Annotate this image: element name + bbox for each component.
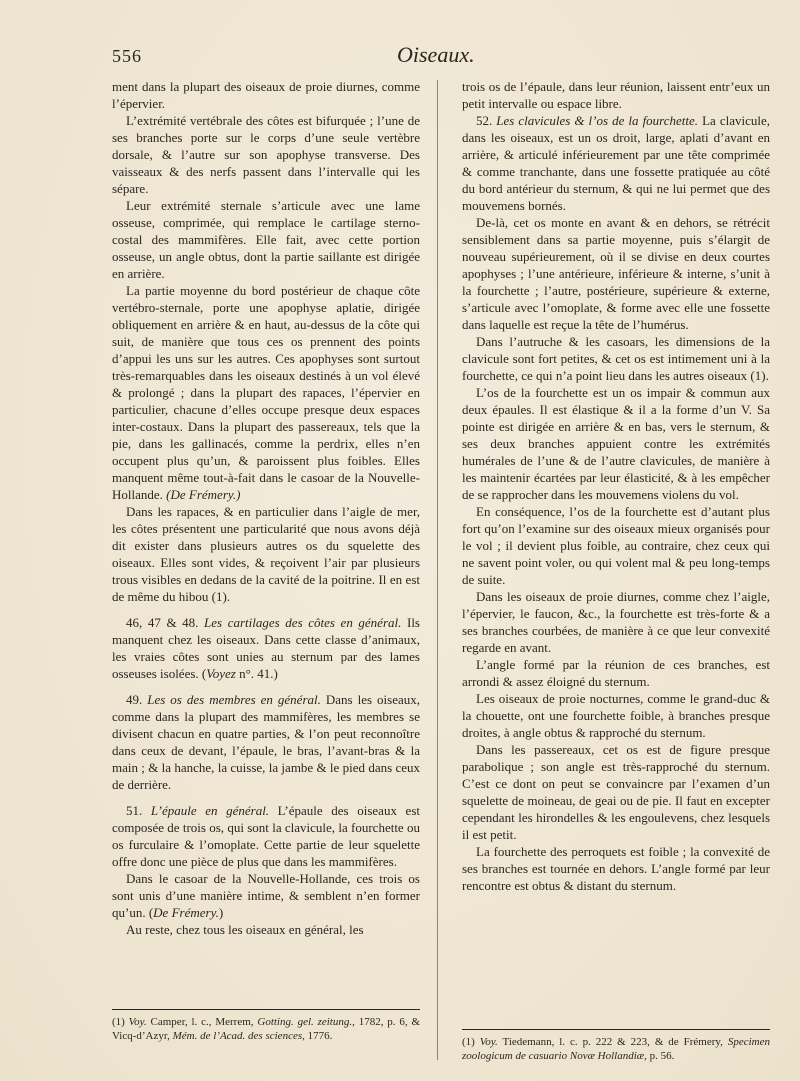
paragraph-text: L’épaule des oiseaux est composée de trois os, qui sont la clavicule, la fourchette ou os furculaire & l’omoplate. Cette partie de leur squelette offre donc une pièce de plus que dans les mammifères. — [112, 803, 420, 869]
paragraph-text: Dans les oiseaux de proie diurnes, comme chez l’aigle, l’épervier, le faucon, &c., la fourchette est très-forte & a ses branches courbées, de manière à ce que leur convexité regarde en avant. — [462, 589, 770, 655]
paragraph-text: L’extrémité vertébrale des côtes est bifurquée ; l’une de ses branches porte sur le corps d’une seule vertèbre dorsale, & l’autre sur son apophyse transverse. Des vaisseaux & des nerfs passent dans l’intervalle qui les sépare. — [112, 113, 420, 196]
section-heading: Les clavicules & l’os de la fourchette. — [496, 113, 699, 128]
right-paragraph — [462, 690, 770, 741]
italic-reference: Voyez — [206, 666, 236, 681]
paragraph-text: L’angle formé par la réunion de ces branches, est arrondi & assez éloigné du sternum. — [462, 657, 770, 689]
section-heading: Les cartilages des côtes en général. — [204, 615, 402, 630]
left-paragraph — [112, 802, 420, 870]
italic-reference: (De Frémery.) — [166, 487, 241, 502]
footnote-citation: Gotting. gel. zeitung. — [257, 1016, 353, 1028]
footnote-text: , 1776. — [302, 1030, 333, 1042]
right-paragraph — [462, 112, 770, 214]
footnote-citation: Specimen zoologicum de casuario Novæ Hollandiæ — [462, 1036, 770, 1062]
footnote-text: , p. 56. — [644, 1050, 675, 1062]
footnote-text: , 1782, p. 6, & Vicq-d’Azyr, — [112, 1016, 421, 1042]
right-paragraph — [462, 333, 770, 384]
footnote-left — [112, 1015, 420, 1043]
footnote-text: Tiedemann, l. c. p. 222 & 223, & de Frémery, — [497, 1036, 728, 1048]
column-divider — [437, 80, 438, 1060]
left-paragraph — [112, 78, 420, 112]
footnote-text: (1) — [112, 1016, 129, 1028]
paragraph-text: La clavicule, dans les oiseaux, est un os droit, large, aplati d’avant en arrière, & articulé inférieurement par une tête comprimée & comme tranchante, dans une fossette pratiquée au côté du bord antérieur du sternum, & qui ne lui permet que des mouvemens bornés. — [462, 113, 771, 213]
section-number: 49. — [126, 692, 148, 707]
right-column — [462, 78, 770, 894]
paragraph-text: La partie moyenne du bord postérieur de chaque côte vertébro-sternale, porte une apophyse aplatie, dirigée obliquement en arrière & en haut, au-dessus de la côte qui suit, de manière que tous ces os prennent des points d’appui les uns sur les autres. Ces apophyses sont surtout très-remarquables dans les oiseaux destinés à un vol élevé & prolongé ; dans la plupart des rapaces, l’épervier en particulier, chacune d’elles occupe presque deux espaces inter-costaux. Dans la plupart des passereaux, tels que la pie, dans les gallinacés, comme la perdrix, elles n’en occupent plus qu’un, & paroissent plus foibles. Elles manquent même tout-à-fait dans le casoar de la Nouvelle-Hollande. — [112, 283, 420, 502]
section-number: 52. — [476, 113, 497, 128]
right-paragraph — [462, 78, 770, 112]
left-column — [112, 78, 420, 938]
page-number: 556 — [112, 46, 142, 66]
left-paragraph — [112, 614, 420, 682]
paragraph-text: Ils manquent chez les oiseaux. Dans cette classe d’animaux, les vraies côtes sont unies au sternum par des lames osseuses isolées. ( — [112, 615, 420, 681]
paragraph-text: Les oiseaux de proie nocturnes, comme le grand-duc & la chouette, ont une fourchette foible, à branches presque droites, à angle obtus & rapproché du sternum. — [462, 691, 770, 740]
left-paragraph — [112, 921, 420, 938]
section-heading: Les os des membres en général. — [147, 692, 321, 707]
footnote-citation: Voy. — [479, 1036, 498, 1048]
paragraph-text: ) — [218, 905, 224, 920]
paragraph-text: Dans les oiseaux, comme dans la plupart des mammifères, les membres se divisent chacun en quatre parties, & l’on peut reconnoître dans ceux de devant, l’épaule, le bras, l’avant-bras & la main ; & la hanche, la cuisse, la jambe & le pied dans ceux de derrière. — [112, 692, 420, 792]
paragraph-text: En conséquence, l’os de la fourchette est d’autant plus fort qu’on l’examine sur des oiseaux mieux organisés pour le vol ; il devient plus foible, au contraire, chez ceux qui ne savent point voler, ou qui volent mal & peu long-temps de suite. — [462, 504, 770, 587]
paragraph-text: Dans les rapaces, & en particulier dans l’aigle de mer, les côtes présentent une particularité que nous avons déjà dit exister dans plusieurs autres os du squelette des oiseaux. Elles sont vides, & reçoivent l’air par plusieurs trous visibles en dedans de la cavité de la poitrine. Il en est de même du hibou (1). — [112, 504, 420, 604]
right-paragraph — [462, 741, 770, 843]
left-paragraph — [112, 112, 420, 197]
section-heading: L’épaule en général. — [150, 803, 270, 818]
right-paragraph — [462, 214, 770, 333]
left-paragraph — [112, 870, 420, 921]
section-number: 51. — [126, 803, 151, 818]
paragraph-text: Dans l’autruche & les casoars, les dimensions de la clavicule sont fort petites, & cet os est intimement uni à la fourchette, ce qui n’a point lieu dans les autres oiseaux (1). — [462, 334, 770, 383]
left-paragraph — [112, 197, 420, 282]
footnote-text: Camper, l. c., Merrem, — [146, 1016, 258, 1028]
paragraph-text: L’os de la fourchette est un os impair & commun aux deux épaules. Il est élastique & il a la forme d’un V. Sa pointe est dirigée en arrière & en bas, vers le sternum, & ses deux branches appuient contre les extrémités humérales de l’une & de l’autre clavicules, de manière à les maintenir écartées par leur élasticité, & à les empêcher de se rapprocher dans les mouvemens violens du vol. — [462, 385, 770, 502]
paragraph-text: Dans le casoar de la Nouvelle-Hollande, ces trois os sont unis d’une manière intime, & semblent n’en former qu’un. ( — [112, 871, 420, 920]
paragraph-text: Au reste, chez tous les oiseaux en général, les — [126, 922, 364, 937]
right-paragraph — [462, 588, 770, 656]
footnote-citation: Mém. de l’Acad. des sciences — [172, 1030, 303, 1042]
paragraph-text: ment dans la plupart des oiseaux de proie diurnes, comme l’épervier. — [112, 79, 420, 111]
footnote-right — [462, 1035, 770, 1063]
footnote-rule-right — [462, 1029, 770, 1030]
right-paragraph — [462, 384, 770, 503]
footnote-citation: Voy. — [128, 1016, 147, 1028]
paragraph-text: De-là, cet os monte en avant & en dehors, se rétrécit sensiblement dans sa partie moyenne, puis s’élargit de nouveau supérieurement, où il se divise en deux courtes apophyses ; l’une antérieure, inférieure & interne, s’unit à la fourchette ; l’autre, postérieure, supérieure & externe, s’articule avec l’omoplate, & forme avec elle une fossette dans laquelle est reçue la tête de l’humérus. — [462, 215, 770, 332]
footnote-rule-left — [112, 1009, 420, 1010]
footnote-text: (1) — [462, 1036, 480, 1048]
paragraph-text: Leur extrémité sternale s’articule avec une lame osseuse, comprimée, qui remplace le cartilage sterno-costal des mammifères. Elle fait, avec cette portion osseuse, un angle obtus, dont la partie saillante est dirigée en arrière. — [112, 198, 420, 281]
paragraph-text: Dans les passereaux, cet os est de figure presque parabolique ; son angle est très-rapproché du sternum. C’est ce dont on peut se convaincre par l’examen d’un squelette de moineau, de geai ou de pie. Il faut en excepter cependant les hirondelles & les engoulevens, chez lesquels il est petit. — [462, 742, 770, 842]
paragraph-text: trois os de l’épaule, dans leur réunion, laissent entr’eux un petit intervalle ou espace libre. — [462, 79, 770, 111]
right-paragraph — [462, 843, 770, 894]
right-paragraph — [462, 503, 770, 588]
paragraph-text: La fourchette des perroquets est foible ; la convexité de ses branches est tournée en dehors. L’angle formé par leur rencontre est obtus & distant du sternum. — [462, 844, 770, 893]
left-paragraph — [112, 503, 420, 605]
italic-reference: De Frémery. — [153, 905, 219, 920]
left-paragraph — [112, 691, 420, 793]
left-paragraph — [112, 282, 420, 503]
paragraph-text: n°. 41.) — [235, 666, 278, 681]
running-title: Oiseaux. — [397, 42, 475, 67]
right-paragraph — [462, 656, 770, 690]
section-number: 46, 47 & 48. — [126, 615, 205, 630]
page-header — [112, 40, 777, 70]
